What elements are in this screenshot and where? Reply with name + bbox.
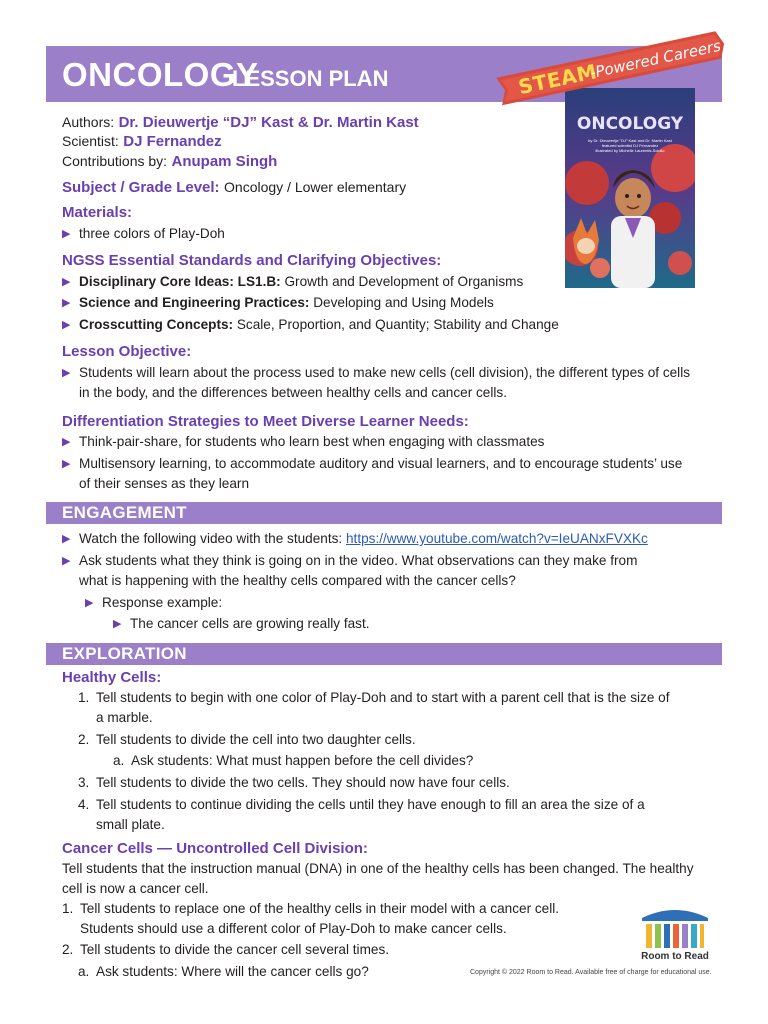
engagement-subitem-text: Response example:	[102, 595, 223, 610]
video-link[interactable]: https://www.youtube.com/watch?v=IeUANxFVXKc	[345, 531, 648, 546]
authors-row	[62, 114, 419, 132]
cover-credit-scientist: featured scientist DJ Fernandez	[601, 143, 659, 148]
subject-label: Subject / Grade Level:	[62, 179, 220, 196]
subject-value: Oncology / Lower elementary	[224, 179, 407, 195]
engagement-item-line-1: Ask students what they think is going on in the video. What observations can they make from	[79, 553, 638, 568]
step-line-2: a marble.	[96, 710, 153, 725]
step-line-1: Tell students to continue dividing the cells until they have enough to fill an area the size of a	[96, 797, 645, 812]
ngss-item-text: Developing and Using Models	[313, 295, 494, 310]
arrow-bullet-icon: ▶	[62, 533, 71, 545]
step-number: a.	[113, 753, 125, 768]
step-line-1: Ask students: What must happen before the cell divides?	[131, 753, 474, 768]
step-number: 1.	[62, 901, 74, 916]
engagement-section-header	[46, 502, 722, 524]
exploration-section-header	[46, 643, 722, 665]
objective-line-1: Students will learn about the process used to make new cells (cell division), the different types of cells	[79, 365, 691, 380]
engagement-subsubitem-text: The cancer cells are growing really fast.	[130, 616, 370, 631]
step-number: 3.	[78, 775, 90, 790]
step-number: 2.	[78, 732, 90, 747]
cancer-intro-line-2: cell is now a cancer cell.	[62, 881, 209, 896]
materials-heading: Materials:	[62, 204, 133, 221]
ngss-item-text: Scale, Proportion, and Quantity; Stability and Change	[236, 317, 559, 332]
exploration-heading: EXPLORATION	[62, 644, 187, 663]
room-to-read-logo	[636, 906, 714, 966]
cover-title: ONCOLOGY	[576, 114, 684, 134]
subject-row	[62, 179, 406, 197]
ngss-item-label: Disciplinary Core Ideas: LS1.B:	[79, 274, 281, 289]
arrow-bullet-icon: ▶	[62, 319, 71, 331]
ngss-heading: NGSS Essential Standards and Clarifying Objectives:	[62, 252, 442, 269]
contributions-row	[62, 153, 277, 171]
arrow-bullet-icon: ▶	[62, 555, 71, 567]
cover-credit-authors: by Dr. Dieuwertje "DJ" Kast and Dr. Martin Kast	[588, 138, 672, 143]
banner-careers-text: -Powered Careers	[588, 36, 723, 83]
cover-credits	[569, 138, 691, 153]
step-number: 2.	[62, 942, 74, 957]
logo-text: Room to Read	[641, 951, 709, 962]
differentiation-item-line-2: of their senses as they learn	[79, 476, 250, 491]
cancer-intro-line-1: Tell students that the instruction manual (DNA) in one of the healthy cells has been changed. The healthy	[62, 861, 694, 876]
ngss-item-text: Growth and Development of Organisms	[284, 274, 524, 289]
engagement-item-text: Watch the following video with the students:	[79, 531, 346, 546]
banner-steam-text: STEAM	[516, 59, 600, 100]
differentiation-heading: Differentiation Strategies to Meet Diverse Learner Needs:	[62, 413, 469, 430]
arrow-bullet-icon: ▶	[62, 367, 71, 379]
title-sub: LESSON PLAN	[232, 66, 389, 91]
authors-label: Authors:	[62, 114, 115, 130]
cover-credit-illustrator: illustrated by Michelle Laurentis-Sciullo	[595, 148, 665, 153]
step-line-1: Tell students to begin with one color of Play-Doh and to start with a parent cell that is the size of	[96, 690, 670, 705]
step-number: 4.	[78, 797, 90, 812]
contributions-label: Contributions by:	[62, 153, 168, 169]
engagement-item-line-2: what is happening with the healthy cells compared with the cancer cells?	[79, 573, 516, 588]
arrow-bullet-icon: ▶	[113, 618, 122, 630]
scientist-row	[62, 133, 222, 151]
step-number: a.	[78, 964, 90, 979]
step-line-1: Tell students to replace one of the healthy cells in their model with a cancer cell.	[80, 901, 560, 916]
arrow-bullet-icon: ▶	[62, 297, 71, 309]
step-line-2: small plate.	[96, 817, 165, 832]
step-number: 1.	[78, 690, 90, 705]
objective-line-2: in the body, and the differences between healthy cells and cancer cells.	[79, 385, 507, 400]
step-line-1: Ask students: Where will the cancer cells go?	[96, 964, 369, 979]
copyright-notice: Copyright © 2022 Room to Read. Available free of charge for educational use.	[470, 969, 712, 976]
arrow-bullet-icon: ▶	[85, 597, 94, 609]
materials-item-text: three colors of Play-Doh	[79, 226, 225, 241]
differentiation-item-line-1: Multisensory learning, to accommodate auditory and visual learners, and to encourage students’ use	[79, 456, 683, 471]
arrow-bullet-icon: ▶	[62, 276, 71, 288]
healthy-cells-heading: Healthy Cells:	[62, 669, 162, 686]
ngss-item-label: Crosscutting Concepts:	[79, 317, 234, 332]
step-line-1: Tell students to divide the two cells. They should now have four cells.	[96, 775, 510, 790]
book-cover-image	[565, 88, 695, 288]
objective-heading: Lesson Objective:	[62, 343, 192, 360]
step-line-2: Students should use a different color of Play-Doh to make cancer cells.	[80, 921, 507, 936]
authors-value: Dr. Dieuwertje “DJ” Kast & Dr. Martin Kast	[118, 114, 419, 131]
cancer-cells-heading: Cancer Cells — Uncontrolled Cell Division:	[62, 840, 368, 857]
step-line-1: Tell students to divide the cancer cell several times.	[80, 942, 390, 957]
scientist-label: Scientist:	[62, 133, 119, 149]
engagement-heading: ENGAGEMENT	[62, 503, 187, 522]
arrow-bullet-icon: ▶	[62, 458, 71, 470]
scientist-value: DJ Fernandez	[123, 133, 222, 150]
room-to-read-logo-icon	[636, 906, 714, 950]
arrow-bullet-icon: ▶	[62, 436, 71, 448]
differentiation-item-text: Think-pair-share, for students who learn best when engaging with classmates	[79, 434, 545, 449]
arrow-bullet-icon: ▶	[62, 228, 71, 240]
ngss-item-label: Science and Engineering Practices:	[79, 295, 310, 310]
contributions-value: Anupam Singh	[171, 153, 278, 170]
title-main: ONCOLOGY	[62, 56, 259, 93]
step-line-1: Tell students to divide the cell into two daughter cells.	[96, 732, 416, 747]
